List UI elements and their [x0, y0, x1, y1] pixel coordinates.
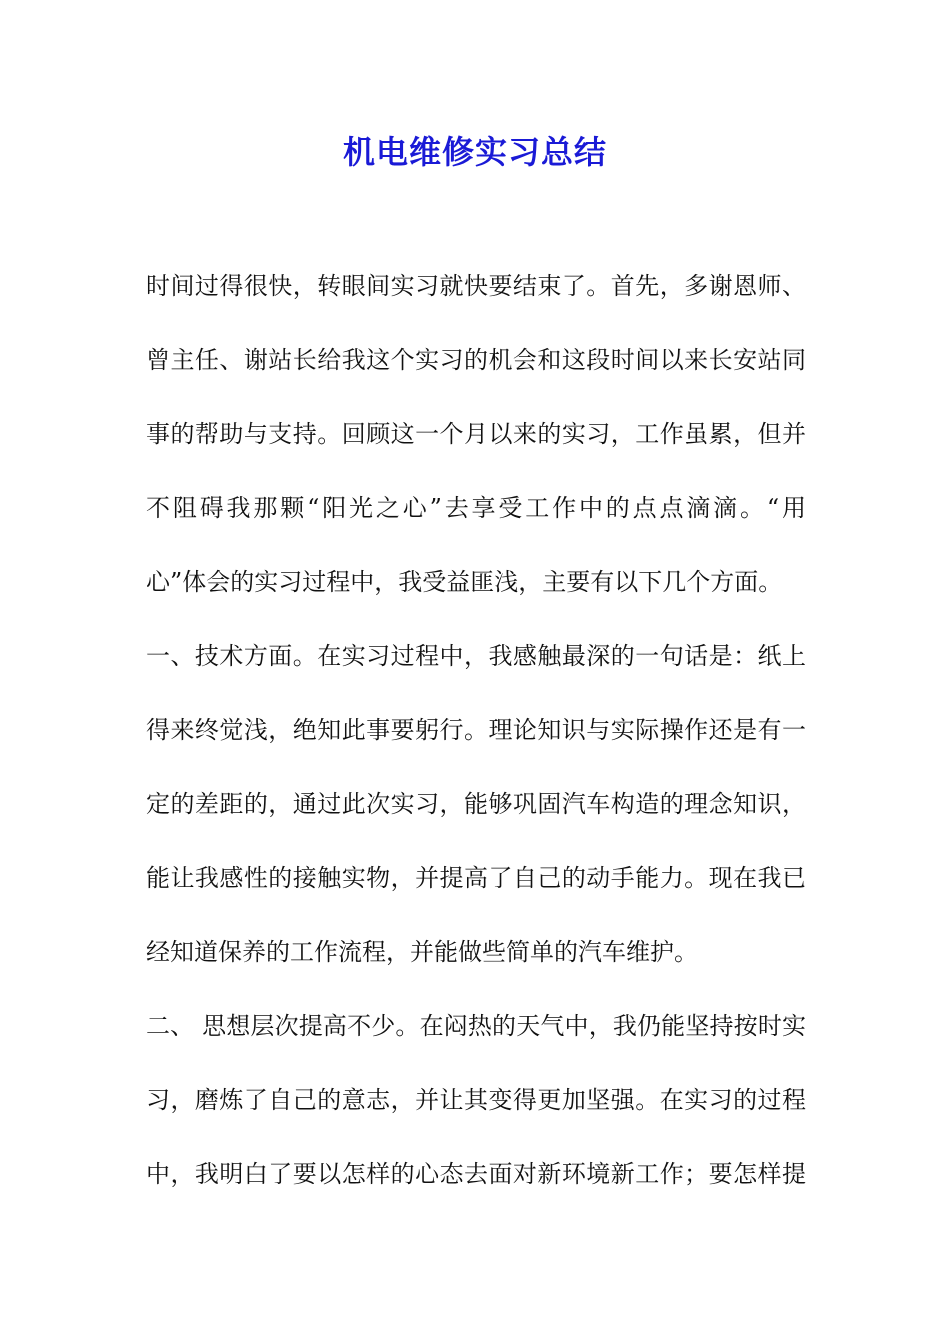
paragraph-line: 不阻碍我那颗“阳光之心”去享受工作中的点点滴滴。“用 — [146, 494, 806, 522]
document-title: 机电维修实习总结 — [342, 133, 607, 171]
paragraph-line: 习，磨炼了自己的意志，并让其变得更加坚强。在实习的过程 — [146, 1086, 806, 1114]
paragraph-line: 定的差距的，通过此次实习，能够巩固汽车构造的理念知识， — [146, 790, 806, 818]
document-body — [146, 262, 806, 1224]
paragraph-line: 经知道保养的工作流程，并能做些简单的汽车维护。 — [146, 938, 698, 966]
paragraph-line: 能让我感性的接触实物，并提高了自己的动手能力。现在我已 — [146, 864, 806, 892]
paragraph-line: 事的帮助与支持。回顾这一个月以来的实习，工作虽累，但并 — [146, 420, 806, 448]
paragraph-line: 得来终觉浅，绝知此事要躬行。理论知识与实际操作还是有一 — [146, 716, 806, 744]
paragraph-line: 时间过得很快，转眼间实习就快要结束了。首先，多谢恩师、 — [146, 272, 806, 300]
paragraph-line: 中，我明白了要以怎样的心态去面对新环境新工作；要怎样提 — [146, 1160, 806, 1188]
paragraph-line: 心”体会的实习过程中，我受益匪浅，主要有以下几个方面。 — [146, 568, 783, 596]
paragraph-line: 一、技术方面。在实习过程中，我感触最深的一句话是：纸上 — [146, 642, 806, 670]
paragraph-line: 二、 思想层次提高不少。在闷热的天气中，我仍能坚持按时实 — [146, 1012, 806, 1040]
paragraph-line: 曾主任、谢站长给我这个实习的机会和这段时间以来长安站同 — [146, 346, 806, 374]
